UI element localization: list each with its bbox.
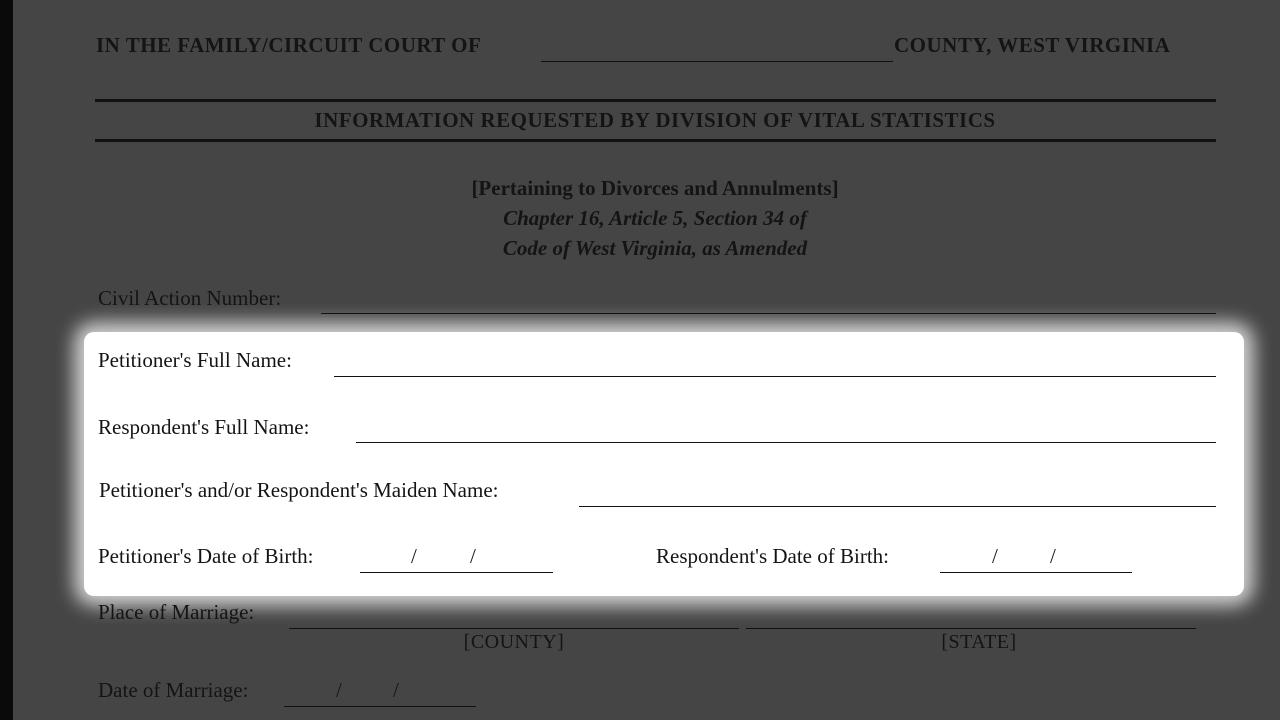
date-of-marriage-label: Date of Marriage: <box>98 678 249 702</box>
citation-line-1: [Pertaining to Divorces and Annulments] <box>471 176 839 200</box>
marriage-county-field[interactable] <box>289 628 739 629</box>
petitioner-full-name-field[interactable] <box>334 376 1216 377</box>
petitioner-dob-label: Petitioner's Date of Birth: <box>98 544 314 568</box>
county-blank-line[interactable] <box>541 61 893 62</box>
respondent-dob-label: Respondent's Date of Birth: <box>656 544 889 568</box>
marriage-date-slash-2: / <box>393 678 399 702</box>
place-of-marriage-label: Place of Marriage: <box>98 600 255 624</box>
title-top-rule <box>95 99 1216 102</box>
marriage-date-slash-1: / <box>336 678 342 702</box>
petitioner-dob-slash-1: / <box>411 544 417 568</box>
respondent-full-name-field[interactable] <box>356 442 1216 443</box>
citation-line-2: Chapter 16, Article 5, Section 34 of <box>503 206 807 230</box>
maiden-name-field[interactable] <box>579 506 1216 507</box>
petitioner-dob-field[interactable] <box>360 572 553 573</box>
court-prefix: IN THE FAMILY/CIRCUIT COURT OF <box>96 33 482 57</box>
respondent-full-name-label: Respondent's Full Name: <box>98 415 310 439</box>
date-of-marriage-field[interactable] <box>284 706 476 707</box>
state-caption: [STATE] <box>941 631 1017 653</box>
court-suffix: COUNTY, WEST VIRGINIA <box>894 33 1171 57</box>
petitioner-dob-slash-2: / <box>470 544 476 568</box>
petitioner-full-name-label: Petitioner's Full Name: <box>98 348 292 372</box>
section-title: INFORMATION REQUESTED BY DIVISION OF VITAL STATISTICS <box>314 108 996 132</box>
civil-action-number-field[interactable] <box>321 313 1216 314</box>
county-caption: [COUNTY] <box>463 631 565 653</box>
marriage-state-field[interactable] <box>746 628 1196 629</box>
citation-line-3: Code of West Virginia, as Amended <box>502 236 808 260</box>
respondent-dob-slash-2: / <box>1050 544 1056 568</box>
maiden-name-label: Petitioner's and/or Respondent's Maiden Name: <box>99 478 499 502</box>
respondent-dob-slash-1: / <box>992 544 998 568</box>
respondent-dob-field[interactable] <box>940 572 1132 573</box>
civil-action-number-label: Civil Action Number: <box>98 286 282 310</box>
title-bottom-rule <box>95 139 1216 142</box>
